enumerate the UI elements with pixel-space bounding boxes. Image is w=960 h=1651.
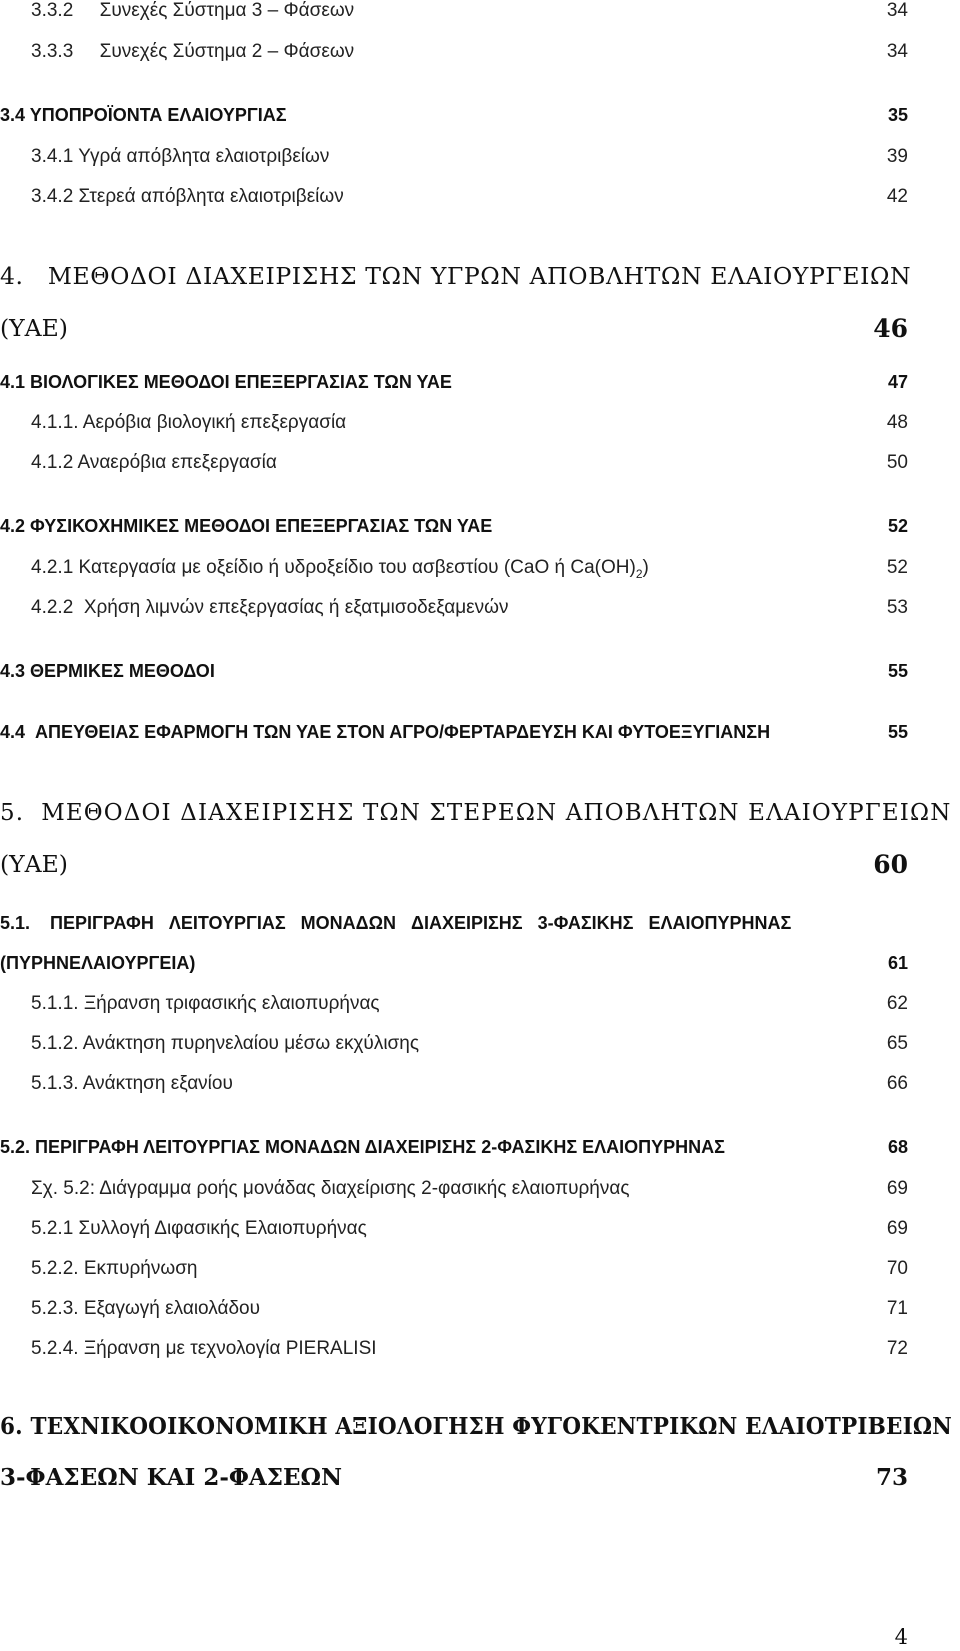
toc-entry-label: 4.4 ΑΠΕΥΘΕΙΑΣ ΕΦΑΡΜΟΓΗ ΤΩΝ ΥΑΕ ΣΤΟΝ ΑΓΡΟ/ΦΕΡΤΑΡΔΕΥΣΗ ΚΑΙ ΦΥΤΟΕΞΥΓΙΑΝΣΗ [0,722,771,742]
toc-entry-page: 69 [886,1218,908,1239]
page-number: 4 [894,1625,908,1649]
toc-entry-label: 3.4 ΥΠΟΠΡΟΪΟΝΤΑ ΕΛΑΙΟΥΡΓΙΑΣ [0,105,287,125]
toc-entry-page: 61 [887,953,908,973]
toc-entry-page: 62 [886,993,908,1014]
toc-entry-page: 46 [873,314,908,343]
toc-entry-page: 69 [886,1178,908,1199]
toc-entry-label: 5.1. ΠΕΡΙΓΡΑΦΗ ΛΕΙΤΟΥΡΓΙΑΣ ΜΟΝΑΔΩΝ ΔΙΑΧΕΙΡΙΣΗΣ 3-ΦΑΣΙΚΗΣ ΕΛΑΙΟΠΥΡΗΝΑΣ [0,913,792,933]
toc-entry-label: 5.1.1. Ξήρανση τριφασικής ελαιοπυρήνας [31,993,380,1014]
toc-entry-label-cont: (ΥΑΕ) [0,850,68,878]
toc-entry-page: 60 [873,850,908,879]
toc-entry-page: 34 [886,41,908,62]
toc-entry-label: Σχ. 5.2: Διάγραμμα ροής μονάδας διαχείρισης 2-φασικής ελαιοπυρήνας [31,1178,630,1199]
toc-entry-page: 52 [886,557,908,578]
toc-entry-label: 3.4.1 Υγρά απόβλητα ελαιοτριβείων [31,146,330,167]
toc-entry-page: 71 [886,1298,908,1319]
toc-entry-page: 70 [886,1258,908,1279]
toc-entry-label: 4.2.2 Χρήση λιμνών επεξεργασίας ή εξατμισοδεξαμενών [31,597,509,618]
toc-entry-label: 4.1.1. Αερόβια βιολογική επεξεργασία [31,412,347,433]
toc-entry-page: 66 [886,1073,908,1094]
toc-entry-label: 4. ΜΕΘΟΔΟΙ ΔΙΑΧΕΙΡΙΣΗΣ ΤΩΝ ΥΓΡΩΝ ΑΠΟΒΛΗΤΩΝ ΕΛΑΙΟΥΡΓΕΙΩΝ [0,262,912,290]
toc-entry-label: 3.4.2 Στερεά απόβλητα ελαιοτριβείων [31,186,344,207]
toc-entry-label: 5. ΜΕΘΟΔΟΙ ΔΙΑΧΕΙΡΙΣΗΣ ΤΩΝ ΣΤΕΡΕΩΝ ΑΠΟΒΛΗΤΩΝ ΕΛΑΙΟΥΡΓΕΙΩΝ [0,798,952,826]
toc-entry-page: 52 [887,516,908,536]
toc-entry-label: 5.2.2. Εκπυρήνωση [31,1258,198,1279]
toc-entry-page: 53 [886,597,908,618]
toc-entry-page: 35 [887,105,908,125]
toc-entry-page: 34 [886,0,908,21]
toc-entry-label: 5.2.3. Εξαγωγή ελαιολάδου [31,1298,260,1319]
toc-entry-page: 39 [886,146,908,167]
toc-entry-page: 47 [887,372,908,392]
toc-entry-page: 50 [886,452,908,473]
toc-entry-label: 4.2 ΦΥΣΙΚΟΧΗΜΙΚΕΣ ΜΕΘΟΔΟΙ ΕΠΕΞΕΡΓΑΣΙΑΣ ΤΩΝ ΥΑΕ [0,516,493,536]
toc-entry-page: 42 [886,186,908,207]
toc-entry-label: 3.3.3 Συνεχές Σύστημα 2 – Φάσεων [31,41,355,62]
toc-entry-page: 72 [886,1338,908,1359]
toc-entry-page: 55 [887,722,908,742]
toc-entry-label: 5.2.1 Συλλογή Διφασικής Ελαιοπυρήνας [31,1218,367,1239]
toc-entry-page: 55 [887,661,908,681]
toc-entry-label: 6. ΤΕΧΝΙΚΟΟΙΚΟΝΟΜΙΚΗ ΑΞΙΟΛΟΓΗΣΗ ΦΥΓΟΚΕΝΤΡΙΚΩΝ ΕΛΑΙΟΤΡΙΒΕΙΩΝ [0,1413,953,1440]
toc-entry-label: 5.2.4. Ξήρανση με τεχνολογία PIERALISI [31,1338,377,1359]
toc-entry-page: 73 [875,1464,908,1491]
toc-entry-label: 3.3.2 Συνεχές Σύστημα 3 – Φάσεων [31,0,355,21]
toc-entry-label-cont: (ΠΥΡΗΝΕΛΑΙΟΥΡΓΕΙΑ) [0,953,196,973]
toc-entry-label: 4.1 ΒΙΟΛΟΓΙΚΕΣ ΜΕΘΟΔΟΙ ΕΠΕΞΕΡΓΑΣΙΑΣ ΤΩΝ ΥΑΕ [0,372,452,392]
toc-entry-label-cont: 3-ΦΑΣΕΩΝ ΚΑΙ 2-ΦΑΣΕΩΝ [0,1464,343,1491]
toc-entry-label-cont: (ΥΑΕ) [0,314,68,342]
toc-entry-label: 4.3 ΘΕΡΜΙΚΕΣ ΜΕΘΟΔΟΙ [0,661,215,681]
toc-entry-page: 65 [886,1033,908,1054]
toc-entry-label: 5.1.3. Ανάκτηση εξανίου [31,1073,233,1094]
subscript: 2 [635,566,643,581]
toc-entry-label: 5.1.2. Ανάκτηση πυρηνελαίου μέσω εκχύλισης [31,1033,419,1054]
toc-entry-label: 5.2. ΠΕΡΙΓΡΑΦΗ ΛΕΙΤΟΥΡΓΙΑΣ ΜΟΝΑΔΩΝ ΔΙΑΧΕΙΡΙΣΗΣ 2-ΦΑΣΙΚΗΣ ΕΛΑΙΟΠΥΡΗΝΑΣ [0,1137,725,1157]
toc-entry-label: 4.1.2 Αναερόβια επεξεργασία [31,452,277,473]
toc-entry-label: 4.2.1 Κατεργασία με οξείδιο ή υδροξείδιο του ασβεστίου (CaO ή $Ca(OH)_2$) [31,557,649,581]
toc-entry-page: 48 [886,412,908,433]
toc-entry-page: 68 [887,1137,908,1157]
